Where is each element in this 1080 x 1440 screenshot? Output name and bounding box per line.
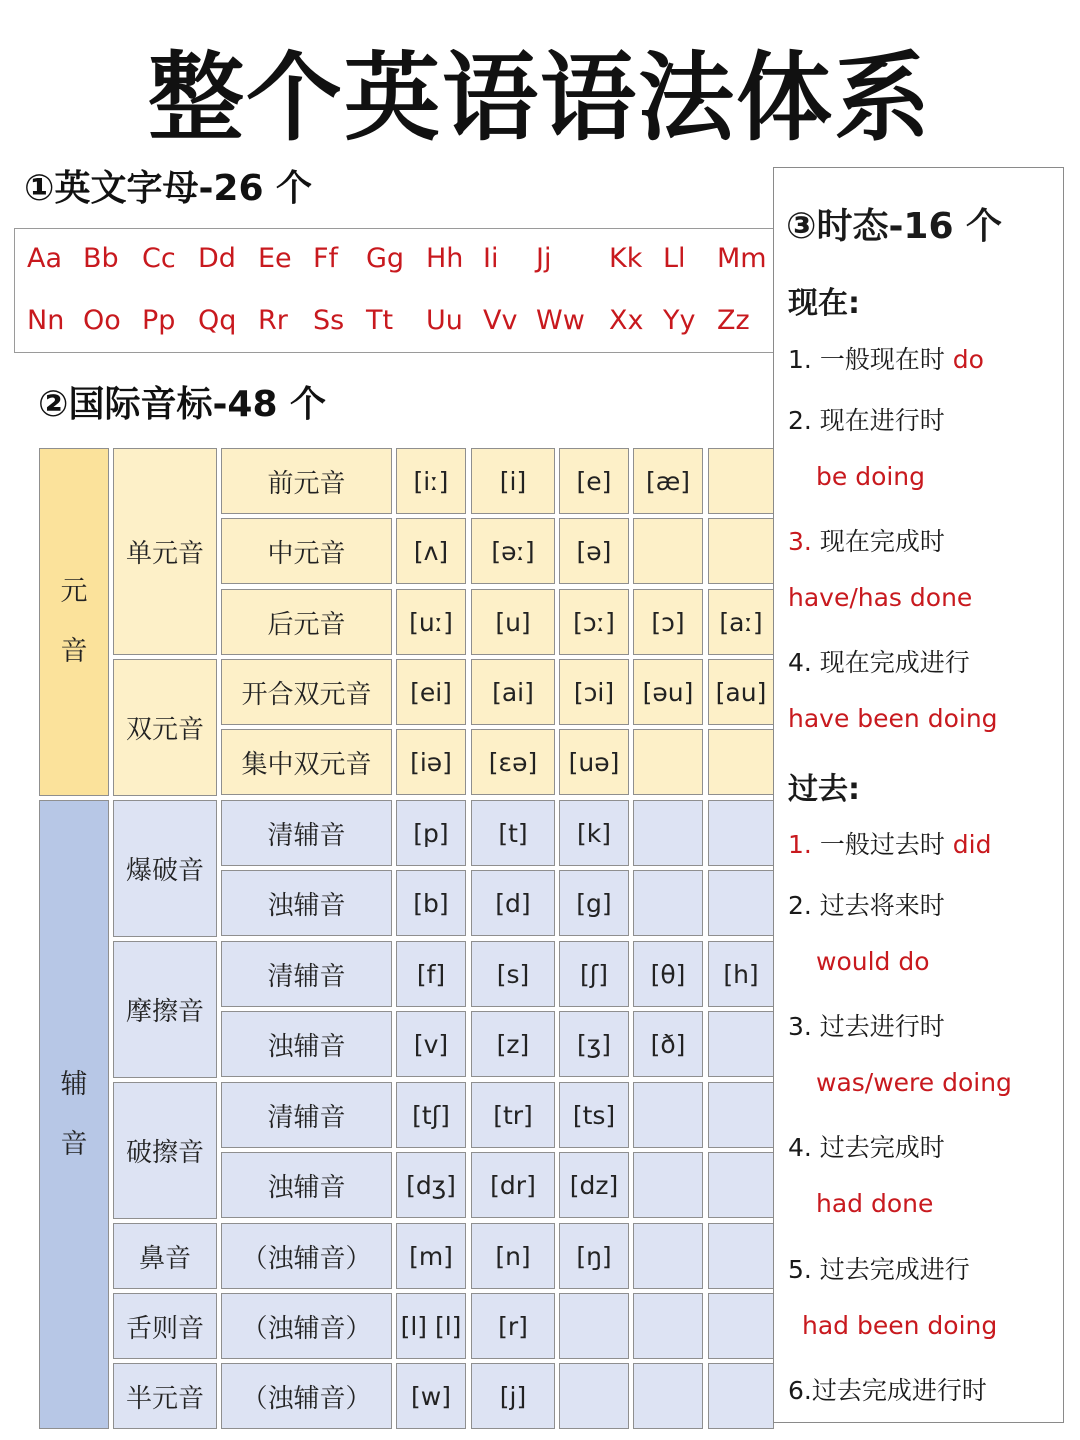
alphabet-letter: Ss [313, 305, 345, 336]
phonetic-symbol-cell: [u] [471, 589, 555, 655]
alphabet-letter: Mm [717, 243, 767, 274]
alphabet-letter: Bb [83, 243, 119, 274]
phonetic-symbol-cell: [iə] [396, 729, 466, 795]
phonetic-symbol-cell: [f] [396, 941, 466, 1007]
phonetic-symbol-cell: [əu] [633, 659, 703, 725]
phonetic-symbol-cell [708, 1082, 774, 1148]
phonetic-symbol-cell: [m] [396, 1223, 466, 1289]
past-label: 过去: [788, 772, 860, 807]
phonetic-subgroup: 中元音 [221, 518, 392, 584]
phonetic-symbol-cell [708, 1223, 774, 1289]
phonetic-symbol-cell: [ei] [396, 659, 466, 725]
tense-number: 1. [788, 830, 820, 859]
present-tense-3-form: have/has done [788, 583, 973, 612]
phonetic-symbol-cell [708, 729, 774, 795]
phonetic-subgroup: 前元音 [221, 448, 392, 514]
alphabet-letter: Xx [609, 305, 644, 336]
phonetic-symbol-cell: [aː] [708, 589, 774, 655]
phonetic-symbol-cell: [s] [471, 941, 555, 1007]
phonetic-subgroup: 清辅音 [221, 1082, 392, 1148]
phonetic-symbol-cell: [n] [471, 1223, 555, 1289]
phonetic-symbol-cell: [əː] [471, 518, 555, 584]
phonetic-symbol-cell: [au] [708, 659, 774, 725]
past-tense-1 [788, 825, 991, 861]
phonetic-symbol-cell: [dʒ] [396, 1152, 466, 1218]
phonetic-symbol-cell: [uə] [559, 729, 629, 795]
tense-name: 现在完成时 [819, 527, 945, 556]
group-fricative: 摩擦音 [113, 941, 217, 1078]
past-tense-3: 3. 过去进行时 [788, 1012, 945, 1041]
consonant-label-2: 音 [60, 1128, 88, 1160]
alphabet-letter: Pp [142, 305, 176, 336]
phonetic-symbol-cell [633, 1363, 703, 1429]
phonetic-symbol-cell: [ʒ] [559, 1011, 629, 1077]
phonetic-symbol-cell: [i] [471, 448, 555, 514]
phonetic-symbol-cell: [ɔi] [559, 659, 629, 725]
past-tense-4: 4. 过去完成时 [788, 1133, 945, 1162]
phonetic-symbol-cell: [w] [396, 1363, 466, 1429]
phonetic-symbol-cell: [g] [559, 870, 629, 936]
alphabet-letter: Ff [313, 243, 339, 274]
alphabet-letter: Uu [426, 305, 463, 336]
phonetic-symbol-cell [708, 518, 774, 584]
group-affricate: 破擦音 [113, 1082, 217, 1219]
phonetic-symbol-cell: [ai] [471, 659, 555, 725]
group-nasal: 鼻音 [113, 1223, 217, 1289]
past-tense-5: 5. 过去完成进行 [788, 1255, 970, 1284]
alphabet-letter: Cc [142, 243, 176, 274]
alphabet-letter: Aa [27, 243, 63, 274]
vowel-category [39, 448, 109, 796]
tense-number: 3. [788, 527, 820, 556]
phonetic-symbol-cell: [l] [l] [396, 1293, 466, 1359]
alphabet-letter: Kk [609, 243, 643, 274]
alphabet-letter: Dd [198, 243, 236, 274]
present-tense-3 [788, 522, 945, 558]
phonetic-symbol-cell [633, 870, 703, 936]
phonetic-subgroup: 后元音 [221, 589, 392, 655]
page-title: 整个英语语法体系 [148, 42, 932, 154]
present-tense-1 [788, 340, 984, 376]
past-tense-2-form: would do [816, 947, 930, 976]
phonetic-symbol-cell [708, 1152, 774, 1218]
phonetic-symbol-cell: [ə] [559, 518, 629, 584]
phonetic-symbol-cell: [ŋ] [559, 1223, 629, 1289]
alphabet-letter: Ll [663, 243, 686, 274]
alphabet-heading: ①英文字母-26 个 [24, 168, 313, 209]
phonetic-subgroup: 清辅音 [221, 800, 392, 866]
phonetic-symbol-cell [708, 1293, 774, 1359]
alphabet-letter: Yy [663, 305, 696, 336]
phonetic-subgroup: 浊辅音 [221, 1152, 392, 1218]
phonetic-symbol-cell: [v] [396, 1011, 466, 1077]
phonetic-symbol-cell: [p] [396, 800, 466, 866]
phonetic-symbol-cell [559, 1363, 629, 1429]
phonetic-subgroup: 清辅音 [221, 941, 392, 1007]
tense-heading: ③时态-16 个 [786, 206, 1003, 247]
phonetic-symbol-cell: [b] [396, 870, 466, 936]
phonetic-symbol-cell [708, 448, 774, 514]
alphabet-letter: Gg [366, 243, 405, 274]
phonetic-symbol-cell [633, 1152, 703, 1218]
group-plosive: 爆破音 [113, 800, 217, 937]
phonetic-symbol-cell: [ɔ] [633, 589, 703, 655]
alphabet-letter: Ww [536, 305, 585, 336]
phonetic-subgroup: （浊辅音） [221, 1293, 392, 1359]
alphabet-letter: Ee [258, 243, 292, 274]
alphabet-letter: Jj [536, 243, 552, 274]
present-tense-4: 4. 现在完成进行 [788, 648, 970, 677]
group-semivowel: 半元音 [113, 1363, 217, 1429]
past-tense-6: 6.过去完成进行时 [788, 1376, 987, 1405]
phonetic-subgroup: 开合双元音 [221, 659, 392, 725]
past-tense-4-form: had done [816, 1189, 934, 1218]
alphabet-letter: Nn [27, 305, 65, 336]
phonetic-symbol-cell: [ʌ] [396, 518, 466, 584]
alphabet-letter: Oo [83, 305, 121, 336]
tense-number: 1. [788, 345, 820, 374]
phonetic-symbol-cell [708, 1011, 774, 1077]
phonetic-symbol-cell [559, 1293, 629, 1359]
phonetic-symbol-cell: [t] [471, 800, 555, 866]
alphabet-letter: Qq [198, 305, 237, 336]
present-tense-2-form: be doing [816, 462, 926, 491]
phonetic-symbol-cell [708, 800, 774, 866]
phonetic-symbol-cell: [d] [471, 870, 555, 936]
phonetic-symbol-cell: [dr] [471, 1152, 555, 1218]
phonetic-symbol-cell: [ɔː] [559, 589, 629, 655]
past-tense-3-form: was/were doing [816, 1068, 1012, 1097]
alphabet-letter: Hh [426, 243, 464, 274]
phonetic-symbol-cell: [uː] [396, 589, 466, 655]
present-tense-4-form: have been doing [788, 704, 998, 733]
phonetic-symbol-cell [708, 1363, 774, 1429]
tense-form: did [952, 830, 992, 859]
phonetic-symbol-cell [633, 1223, 703, 1289]
phonetic-subgroup: 浊辅音 [221, 870, 392, 936]
phonetic-subgroup: （浊辅音） [221, 1363, 392, 1429]
phonetic-symbol-cell: [ð] [633, 1011, 703, 1077]
phonetic-symbol-cell [633, 1082, 703, 1148]
tense-form: do [952, 345, 984, 374]
phonetic-symbol-cell: [ts] [559, 1082, 629, 1148]
phonetic-subgroup: 浊辅音 [221, 1011, 392, 1077]
present-label: 现在: [788, 286, 860, 321]
tense-panel [773, 167, 1064, 1423]
alphabet-letter: Zz [717, 305, 750, 336]
alphabet-letter: Vv [483, 305, 518, 336]
phonetic-symbol-cell: [θ] [633, 941, 703, 1007]
phonetic-symbol-cell: [tr] [471, 1082, 555, 1148]
phonetic-symbol-cell: [k] [559, 800, 629, 866]
vowel-label-1: 元 [60, 576, 88, 607]
consonant-category [39, 800, 109, 1429]
alphabet-box [14, 228, 774, 353]
past-tense-5-form: had been doing [802, 1311, 998, 1340]
phonetic-subgroup: 集中双元音 [221, 729, 392, 795]
present-tense-2: 2. 现在进行时 [788, 406, 945, 435]
alphabet-letter: Ii [483, 243, 499, 274]
phonetic-symbol-cell: [j] [471, 1363, 555, 1429]
phonetic-symbol-cell [633, 729, 703, 795]
phonetics-heading: ②国际音标-48 个 [38, 384, 327, 425]
phonetic-symbol-cell: [ʃ] [559, 941, 629, 1007]
phonetic-symbol-cell: [dz] [559, 1152, 629, 1218]
phonetic-symbol-cell [633, 518, 703, 584]
phonetic-symbol-cell [633, 800, 703, 866]
group-monophthong: 单元音 [113, 448, 217, 655]
group-diphthong: 双元音 [113, 659, 217, 796]
tense-name: 一般现在时 [819, 345, 953, 374]
phonetic-symbol-cell: [e] [559, 448, 629, 514]
alphabet-letter: Tt [366, 305, 394, 336]
phonetic-symbol-cell: [h] [708, 941, 774, 1007]
consonant-label-1: 辅 [60, 1068, 88, 1100]
phonetic-symbol-cell: [ɛə] [471, 729, 555, 795]
phonetic-symbol-cell: [z] [471, 1011, 555, 1077]
alphabet-letter: Rr [258, 305, 288, 336]
tense-name: 一般过去时 [819, 830, 953, 859]
phonetic-subgroup: （浊辅音） [221, 1223, 392, 1289]
phonetic-symbol-cell: [r] [471, 1293, 555, 1359]
phonetic-symbol-cell: [æ] [633, 448, 703, 514]
phonetic-symbol-cell: [iː] [396, 448, 466, 514]
past-tense-2: 2. 过去将来时 [788, 891, 945, 920]
phonetic-symbol-cell [708, 870, 774, 936]
group-lateral: 舌则音 [113, 1293, 217, 1359]
phonetic-symbol-cell [633, 1293, 703, 1359]
phonetic-symbol-cell: [tʃ] [396, 1082, 466, 1148]
vowel-label-2: 音 [60, 636, 88, 667]
